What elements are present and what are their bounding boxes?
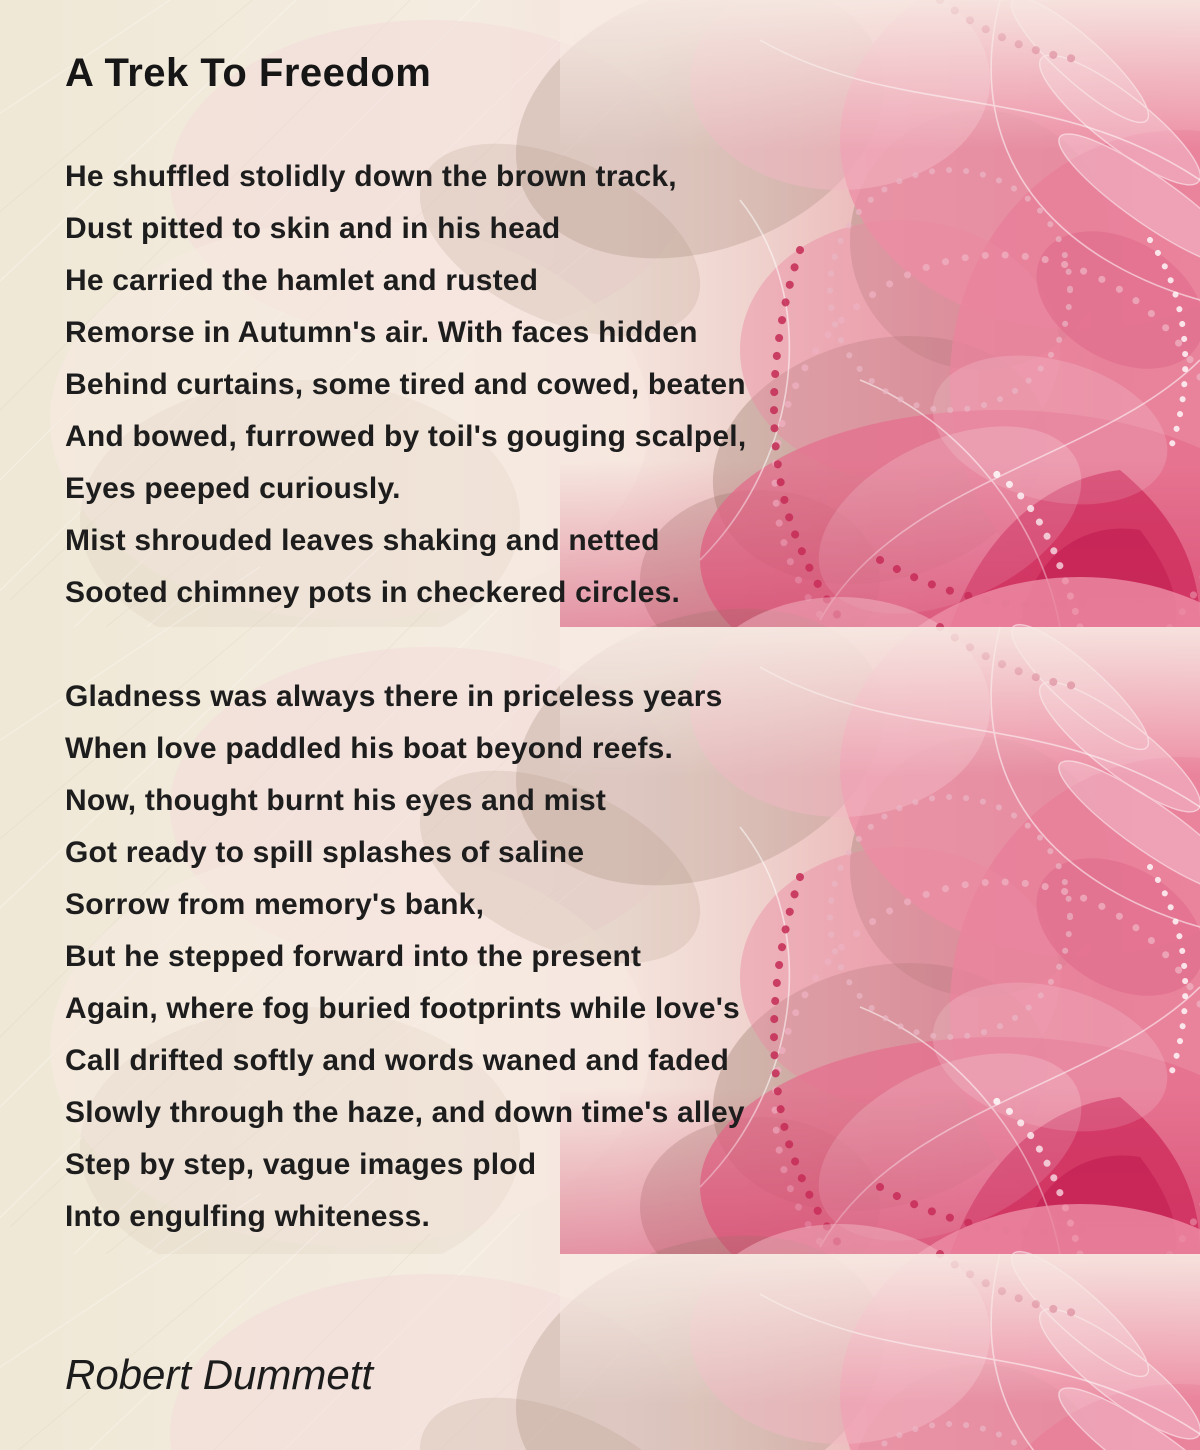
- poem-line: Step by step, vague images plod: [65, 1148, 537, 1181]
- poem-line: And bowed, furrowed by toil's gouging scalpel,: [65, 420, 747, 453]
- poem-stanza-1: [65, 151, 746, 619]
- poem-line: Behind curtains, some tired and cowed, beaten: [65, 368, 746, 401]
- poem-line: Mist shrouded leaves shaking and netted: [65, 524, 660, 557]
- poem-line: Sooted chimney pots in checkered circles.: [65, 576, 681, 609]
- poem-line: Into engulfing whiteness.: [65, 1200, 430, 1233]
- poem-line: Sorrow from memory's bank,: [65, 888, 485, 921]
- poem-line: Got ready to spill splashes of saline: [65, 836, 585, 869]
- poem-line: Eyes peeped curiously.: [65, 472, 401, 505]
- poem-line: But he stepped forward into the present: [65, 940, 642, 973]
- poem-line: Remorse in Autumn's air. With faces hidden: [65, 316, 698, 349]
- poem-line: Call drifted softly and words waned and faded: [65, 1044, 730, 1077]
- poem-stanza-2: [65, 671, 745, 1243]
- poem-title: A Trek To Freedom: [65, 51, 432, 95]
- poem-line: Gladness was always there in priceless years: [65, 680, 723, 713]
- poem-line: Dust pitted to skin and in his head: [65, 212, 561, 245]
- poem-line: Again, where fog buried footprints while love's: [65, 992, 740, 1025]
- poem-line: He carried the hamlet and rusted: [65, 264, 539, 297]
- poem-author: Robert Dummett: [65, 1351, 374, 1398]
- poem-line: He shuffled stolidly down the brown track,: [65, 160, 677, 193]
- poem-line: Slowly through the haze, and down time's alley: [65, 1096, 745, 1129]
- poem-line: When love paddled his boat beyond reefs.: [65, 732, 674, 765]
- poem-line: Now, thought burnt his eyes and mist: [65, 784, 607, 817]
